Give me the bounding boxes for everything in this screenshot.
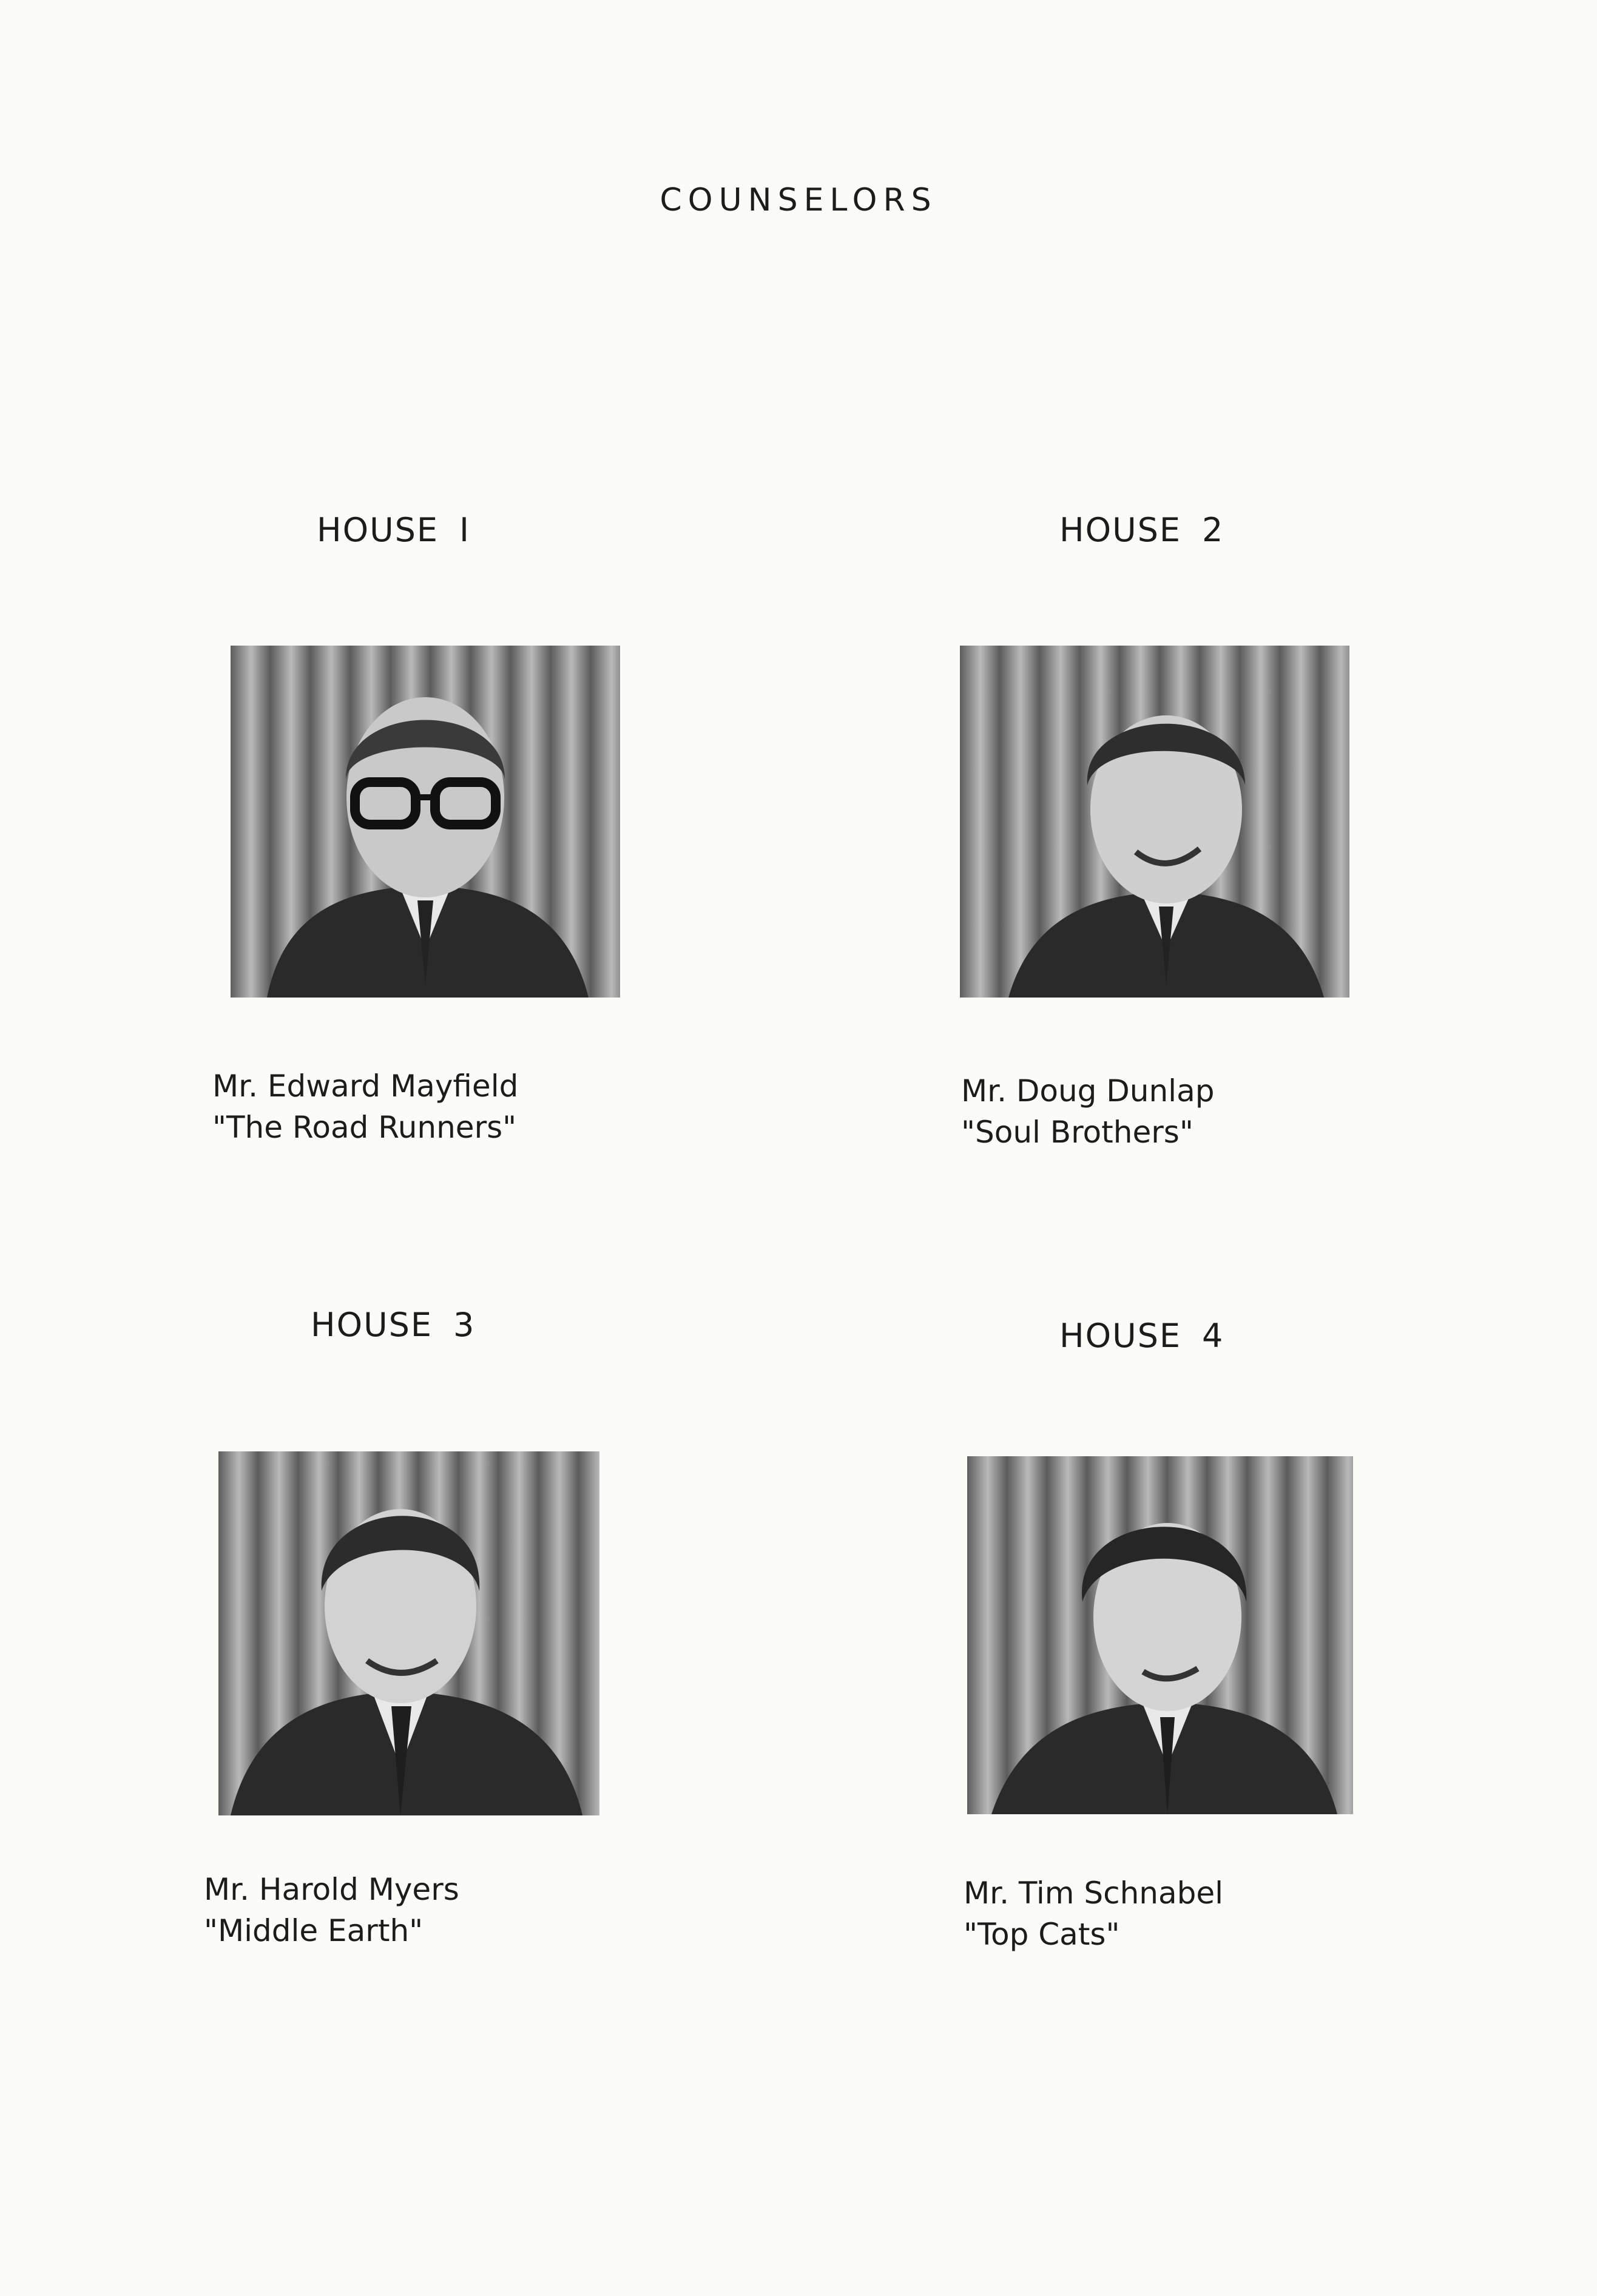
house-label: HOUSE — [317, 511, 439, 549]
house-heading-2 — [1059, 511, 1224, 549]
house-nickname: "Top Cats" — [964, 1917, 1120, 1952]
house-number: 2 — [1202, 511, 1224, 549]
counselor-photo-4 — [967, 1456, 1353, 1814]
counselor-photo-1 — [231, 646, 620, 998]
house-nickname: "The Road Runners" — [212, 1110, 517, 1145]
house-heading-4 — [1059, 1317, 1224, 1355]
house-label: HOUSE — [1059, 511, 1182, 549]
counselor-caption-3 — [204, 1869, 459, 1951]
house-number: 4 — [1202, 1317, 1224, 1355]
counselor-caption-1 — [212, 1065, 518, 1148]
counselor-caption-4 — [964, 1872, 1223, 1955]
portrait-photo-icon — [231, 646, 620, 998]
counselor-caption-2 — [961, 1070, 1214, 1153]
house-number: 3 — [453, 1306, 476, 1344]
house-nickname: "Soul Brothers" — [961, 1115, 1194, 1150]
counselor-name: Mr. Harold Myers — [204, 1872, 459, 1907]
house-number: I — [459, 511, 470, 549]
house-heading-1 — [317, 511, 470, 549]
counselor-name: Mr. Edward Mayfield — [212, 1069, 519, 1104]
house-label: HOUSE — [311, 1306, 433, 1344]
counselor-name: Mr. Doug Dunlap — [961, 1073, 1215, 1109]
house-nickname: "Middle Earth" — [204, 1913, 424, 1948]
counselor-photo-2 — [960, 646, 1349, 998]
portrait-photo-icon — [967, 1456, 1353, 1814]
portrait-photo-icon — [218, 1451, 599, 1815]
house-label: HOUSE — [1059, 1317, 1182, 1355]
page-title: COUNSELORS — [660, 182, 937, 218]
house-heading-3 — [311, 1306, 475, 1344]
portrait-photo-icon — [960, 646, 1349, 998]
counselor-name: Mr. Tim Schnabel — [964, 1876, 1224, 1911]
counselor-photo-3 — [218, 1451, 599, 1815]
